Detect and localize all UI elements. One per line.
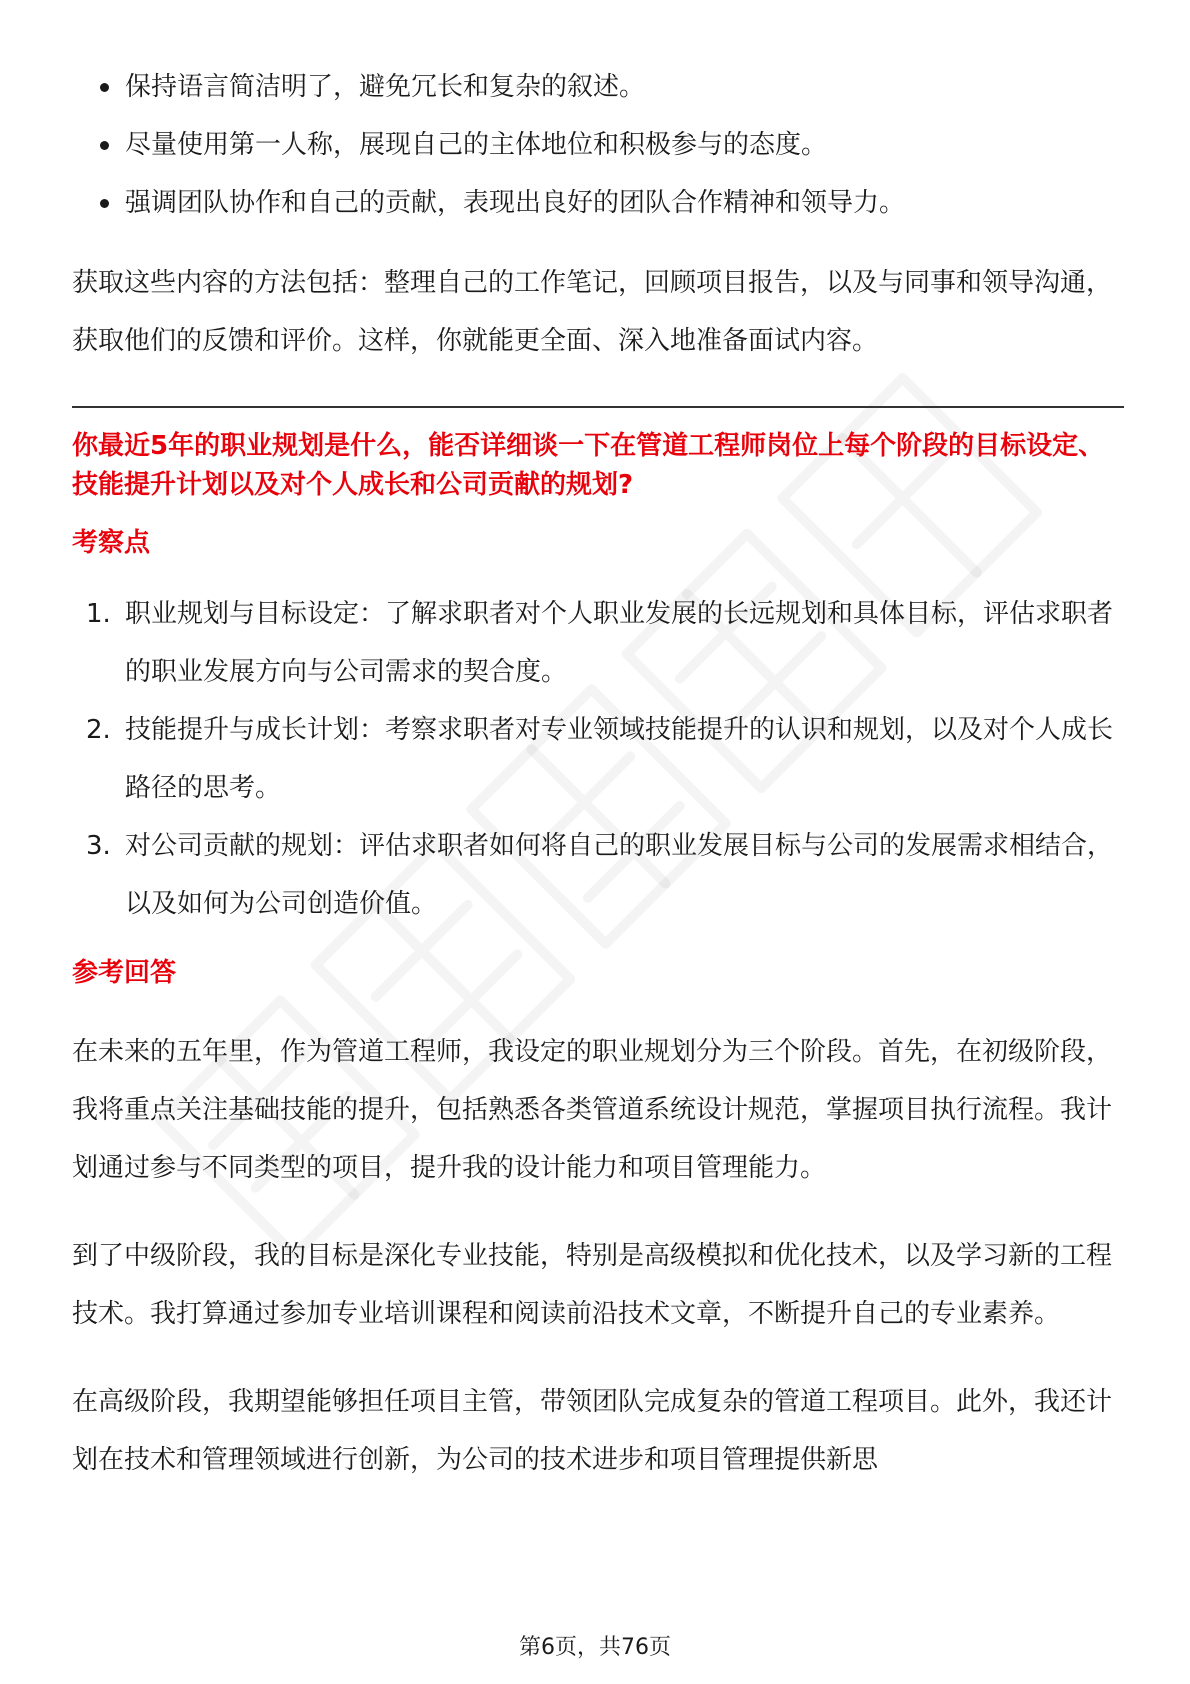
bullet-item (72, 116, 1124, 174)
exam-points-list (72, 585, 1124, 933)
list-number: 2. (86, 715, 111, 745)
answer-paragraph: 到了中级阶段，我的目标是深化专业技能，特别是高级模拟和优化技术，以及学习新的工程技术。我打算通过参加专业培训课程和阅读前沿技术文章，不断提升自己的专业素养。 (72, 1241, 1113, 1329)
exam-point-item (72, 585, 1124, 701)
bullet-dot-icon (100, 199, 109, 208)
exam-point-text: 技能提升与成长计划：考察求职者对专业领域技能提升的认识和规划，以及对个人成长路径的思考。 (125, 715, 1114, 803)
bullet-dot-icon (100, 141, 109, 150)
interview-question: 你最近5年的职业规划是什么，能否详细谈一下在管道工程师岗位上每个阶段的目标设定、技能提升计划以及对个人成长和公司贡献的规划? (72, 431, 1105, 500)
list-number: 1. (86, 599, 111, 629)
tips-bullet-list (72, 58, 1124, 232)
exam-point-text: 对公司贡献的规划：评估求职者如何将自己的职业发展目标与公司的发展需求相结合，以及如何为公司创造价值。 (125, 831, 1114, 919)
bullet-text: 强调团队协作和自己的贡献，表现出良好的团队合作精神和领导力。 (125, 188, 906, 218)
page-footer: 第6页，共76页 (519, 1635, 671, 1660)
bullet-text: 尽量使用第一人称，展现自己的主体地位和积极参与的态度。 (125, 130, 828, 160)
answer-heading: 参考回答 (72, 958, 177, 988)
answer-paragraph: 在未来的五年里，作为管道工程师，我设定的职业规划分为三个阶段。首先，在初级阶段，我将重点关注基础技能的提升，包括熟悉各类管道系统设计规范，掌握项目执行流程。我计划通过参与不同类型的项目，提升我的设计能力和项目管理能力。 (72, 1037, 1113, 1183)
bullet-text: 保持语言简洁明了，避免冗长和复杂的叙述。 (125, 72, 646, 102)
exam-point-item (72, 817, 1124, 933)
list-number: 3. (86, 831, 111, 861)
answer-paragraph: 在高级阶段，我期望能够担任项目主管，带领团队完成复杂的管道工程项目。此外，我还计划在技术和管理领域进行创新，为公司的技术进步和项目管理提供新思 (72, 1387, 1113, 1475)
intro-paragraph: 获取这些内容的方法包括：整理自己的工作笔记，回顾项目报告，以及与同事和领导沟通，获取他们的反馈和评价。这样，你就能更全面、深入地准备面试内容。 (72, 268, 1113, 356)
bullet-item (72, 174, 1124, 232)
exam-points-heading: 考察点 (72, 528, 151, 558)
page-content (72, 58, 1124, 1489)
bullet-dot-icon (100, 83, 109, 92)
exam-point-item (72, 701, 1124, 817)
exam-point-text: 职业规划与目标设定：了解求职者对个人职业发展的长远规划和具体目标，评估求职者的职业发展方向与公司需求的契合度。 (125, 599, 1114, 687)
section-divider (72, 406, 1124, 408)
bullet-item (72, 58, 1124, 116)
